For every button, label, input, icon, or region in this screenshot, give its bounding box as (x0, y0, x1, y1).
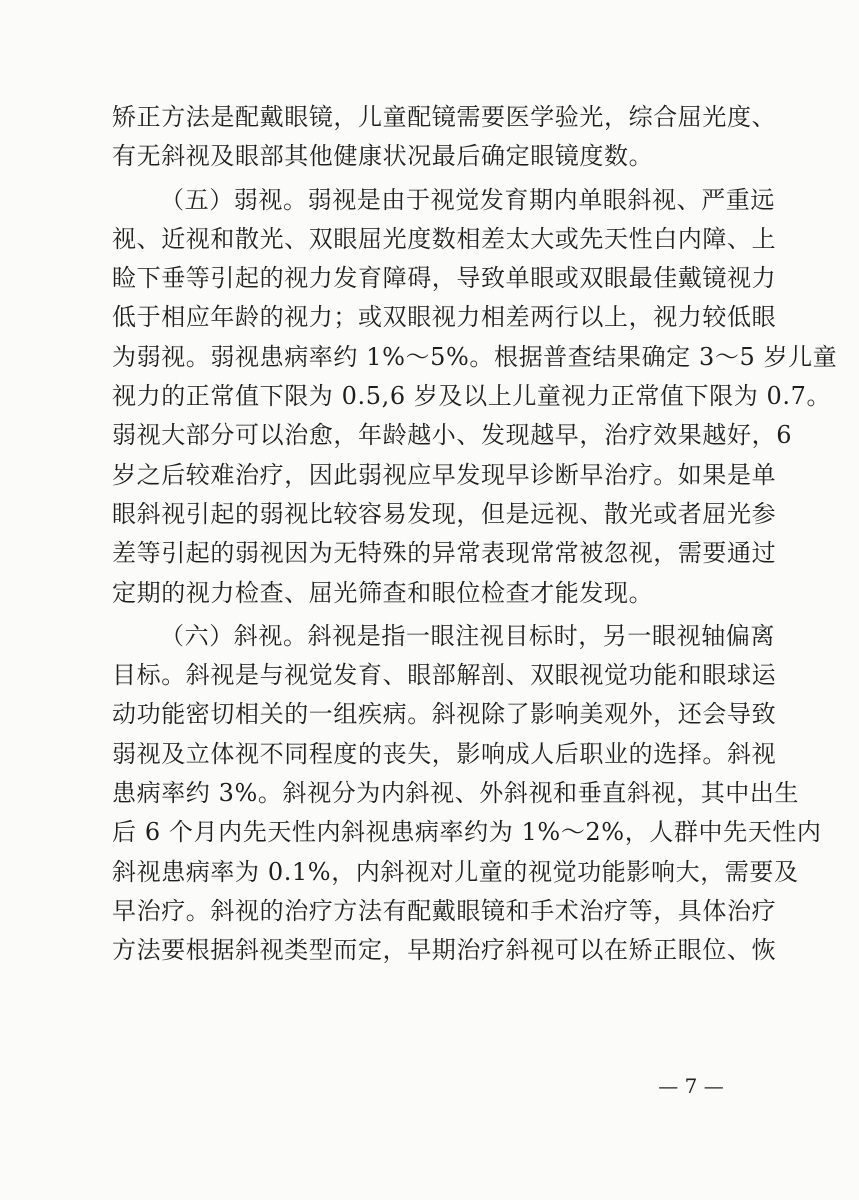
text-line: 差等引起的弱视因为无特殊的异常表现常常被忽视，需要通过 (112, 539, 777, 568)
text-line: 方法要根据斜视类型而定，早期治疗斜视可以在矫正眼位、恢 (112, 936, 777, 965)
text-line: 弱视大部分可以治愈，年龄越小、发现越早，治疗效果越好，6 (112, 421, 793, 450)
text-line: 有无斜视及眼部其他健康状况最后确定眼镜度数。 (112, 142, 654, 171)
text-line: 定期的视力检查、屈光筛查和眼位检查才能发现。 (112, 578, 654, 607)
text-line: 睑下垂等引起的视力发育障碍，导致单眼或双眼最佳戴镜视力 (112, 264, 777, 293)
page-number: — 7 — (658, 1074, 724, 1098)
paragraph-strabismus (112, 619, 822, 967)
text-line: 动功能密切相关的一组疾病。斜视除了影响美观外，还会导致 (112, 700, 777, 729)
text-line: （五）弱视。弱视是由于视觉发育期内单眼斜视、严重远 (160, 185, 775, 214)
text-line: 目标。斜视是与视觉发育、眼部解剖、双眼视觉功能和眼球运 (112, 661, 777, 690)
text-line: 弱视及立体视不同程度的丧失，影响成人后职业的选择。斜视 (112, 739, 777, 768)
text-line: 眼斜视引起的弱视比较容易发现，但是远视、散光或者屈光参 (112, 499, 777, 528)
text-line: 为弱视。弱视患病率约 1%～5%。根据普查结果确定 3～5 岁儿童 (112, 342, 838, 371)
text-line: 矫正方法是配戴眼镜，儿童配镜需要医学验光，综合屈光度、 (112, 103, 777, 131)
paragraph-amblyopia (112, 183, 838, 610)
paragraph-eyeglasses (112, 100, 777, 173)
text-line: 后 6 个月内先天性内斜视患病率约为 1%～2%，人群中先天性内 (112, 818, 822, 847)
text-line: 斜视患病率为 0.1%，内斜视对儿童的视觉功能影响大，需要及 (112, 857, 799, 886)
text-line: 患病率约 3%。斜视分为内斜视、外斜视和垂直斜视，其中出生 (112, 779, 800, 808)
text-line: 视力的正常值下限为 0.5,6 岁及以上儿童视力正常值下限为 0.7。 (112, 382, 832, 411)
document-body (112, 100, 838, 973)
text-line: 早治疗。斜视的治疗方法有配戴眼镜和手术治疗等，具体治疗 (112, 896, 777, 925)
text-line: 低于相应年龄的视力；或双眼视力相差两行以上，视力较低眼 (112, 303, 777, 332)
text-line: 视、近视和散光、双眼屈光度数相差太大或先天性白内障、上 (112, 224, 777, 253)
text-line: 岁之后较难治疗，因此弱视应早发现早诊断早治疗。如果是单 (112, 460, 777, 489)
text-line: （六）斜视。斜视是指一眼注视目标时，另一眼视轴偏离 (160, 621, 775, 650)
